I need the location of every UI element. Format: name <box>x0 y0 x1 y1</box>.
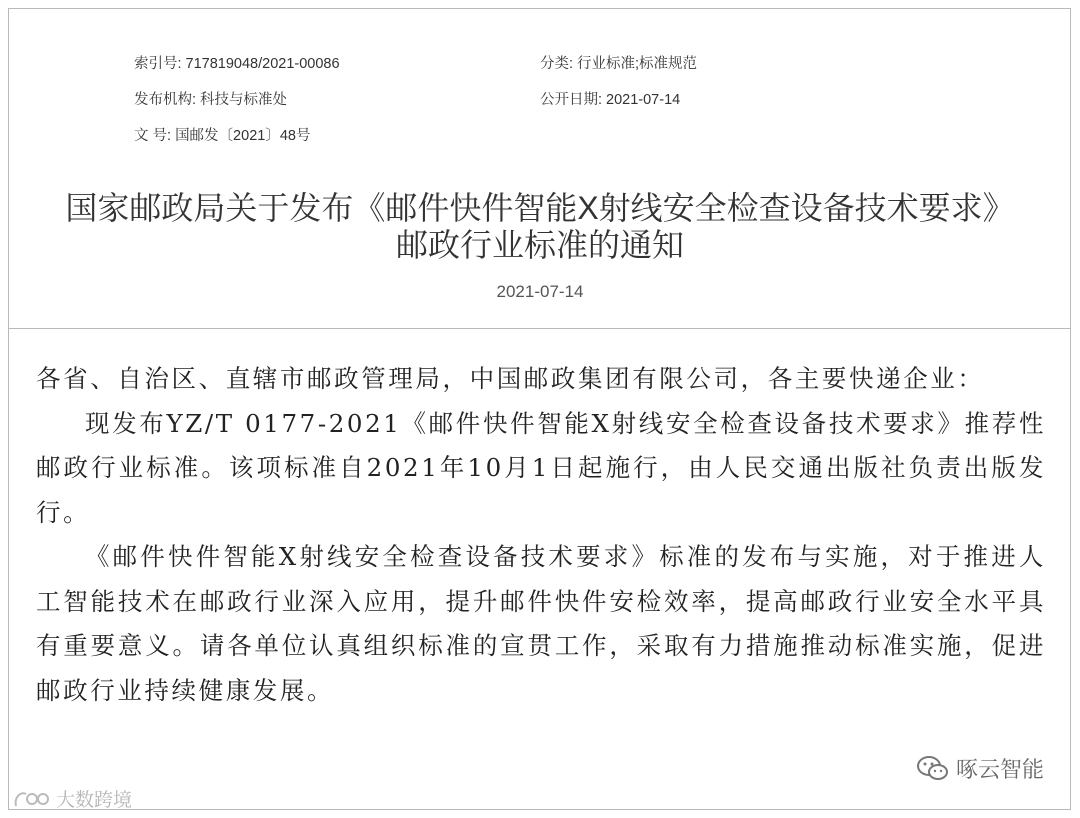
meta-docno-value: 国邮发〔2021〕48号 <box>175 128 311 144</box>
document-body <box>36 357 1046 713</box>
meta-publisher-value: 科技与标准处 <box>200 92 288 108</box>
meta-docno-label: 文 号: <box>134 128 172 144</box>
meta-docno <box>134 124 310 145</box>
page-title <box>14 190 1066 264</box>
watermark-left-text: 大数跨境 <box>56 790 133 811</box>
meta-index <box>134 52 340 73</box>
wechat-icon <box>916 755 950 783</box>
meta-pubdate-value: 2021-07-14 <box>606 92 681 108</box>
meta-publisher-label: 发布机构: <box>134 92 197 108</box>
title-line-2: 邮政行业标准的通知 <box>395 227 684 263</box>
title-line-1: 国家邮政局关于发布《邮件快件智能X射线安全检查设备技术要求》 <box>65 190 1015 226</box>
publish-date: 2021-07-14 <box>496 282 584 301</box>
header-divider <box>8 328 1071 329</box>
paragraph-2: 《邮件快件智能X射线安全检查设备技术要求》标准的发布与实施，对于推进人工智能技术在邮政行业深入应用，提升邮件快件安检效率，提高邮政行业安全水平具有重要意义。请各单位认真组织标准的宣贯工作，采取有力措施推动标准实施，促进邮政行业持续健康发展。 <box>36 542 1046 705</box>
meta-pubdate-label: 公开日期: <box>540 92 603 108</box>
watermark-left <box>12 785 132 812</box>
meta-category <box>540 52 697 73</box>
brand-logo-icon <box>12 788 50 810</box>
meta-index-label: 索引号: <box>134 56 182 72</box>
meta-index-value: 717819048/2021-00086 <box>185 56 340 72</box>
paragraph-1: 现发布YZ/T 0177-2021《邮件快件智能X射线安全检查设备技术要求》推荐性邮政行业标准。该项标准自2021年10月1日起施行，由人民交通出版社负责出版发行。 <box>36 408 1046 527</box>
meta-pubdate <box>540 88 680 109</box>
watermark-right-text: 啄云智能 <box>955 757 1044 782</box>
meta-publisher <box>134 88 287 109</box>
meta-category-value: 行业标准;标准规范 <box>577 56 698 72</box>
watermark-right <box>916 753 1044 784</box>
salutation: 各省、自治区、直辖市邮政管理局，中国邮政集团有限公司，各主要快递企业： <box>36 364 985 393</box>
meta-category-label: 分类: <box>540 56 574 72</box>
